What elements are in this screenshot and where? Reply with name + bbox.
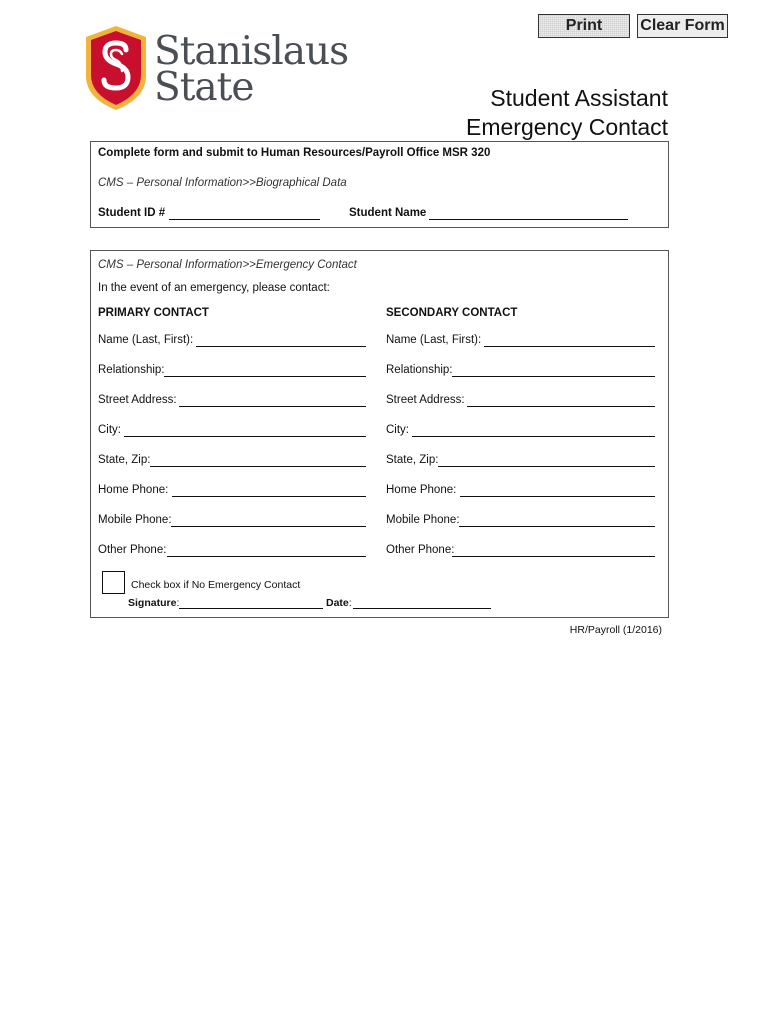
secondary-state-zip-label: State, Zip:	[386, 454, 439, 466]
student-name-field[interactable]	[429, 219, 628, 220]
biographical-data-path: CMS – Personal Information>>Biographical Data	[98, 177, 347, 189]
primary-street-field[interactable]	[179, 406, 366, 407]
shield-icon	[84, 24, 148, 112]
primary-other-phone-label: Other Phone:	[98, 544, 167, 556]
submission-instruction: Complete form and submit to Human Resources/Payroll Office MSR 320	[98, 147, 491, 159]
primary-relationship-field[interactable]	[164, 376, 366, 377]
student-name-label: Student Name	[349, 207, 427, 219]
secondary-street-field[interactable]	[467, 406, 655, 407]
primary-name-label: Name (Last, First):	[98, 334, 194, 346]
no-emergency-contact-label: Check box if No Emergency Contact	[131, 579, 301, 591]
primary-mobile-phone-label: Mobile Phone:	[98, 514, 172, 526]
student-id-field[interactable]	[169, 219, 320, 220]
primary-state-zip-field[interactable]	[150, 466, 366, 467]
no-emergency-contact-checkbox[interactable]	[102, 571, 125, 594]
primary-home-phone-label: Home Phone:	[98, 484, 169, 496]
primary-state-zip-label: State, Zip:	[98, 454, 151, 466]
secondary-name-label: Name (Last, First):	[386, 334, 482, 346]
secondary-contact-heading: SECONDARY CONTACT	[386, 307, 518, 319]
title-line-2: Emergency Contact	[466, 114, 668, 140]
secondary-city-field[interactable]	[412, 436, 655, 437]
secondary-other-phone-field[interactable]	[452, 556, 655, 557]
emergency-contact-path: CMS – Personal Information>>Emergency Contact	[98, 259, 357, 271]
secondary-state-zip-field[interactable]	[438, 466, 655, 467]
primary-street-label: Street Address:	[98, 394, 177, 406]
signature-label	[128, 597, 179, 609]
secondary-mobile-phone-label: Mobile Phone:	[386, 514, 460, 526]
primary-city-label: City:	[98, 424, 121, 436]
date-field[interactable]	[353, 608, 491, 609]
signature-field[interactable]	[179, 608, 323, 609]
date-label	[326, 597, 352, 609]
emergency-contact-section	[90, 250, 669, 618]
date-colon: :	[348, 597, 352, 609]
page-title	[466, 84, 668, 142]
emergency-intro: In the event of an emergency, please contact:	[98, 282, 330, 294]
secondary-name-field[interactable]	[484, 346, 655, 347]
primary-name-field[interactable]	[196, 346, 366, 347]
secondary-relationship-label: Relationship:	[386, 364, 453, 376]
primary-city-field[interactable]	[124, 436, 366, 437]
primary-home-phone-field[interactable]	[172, 496, 366, 497]
primary-relationship-label: Relationship:	[98, 364, 165, 376]
secondary-other-phone-label: Other Phone:	[386, 544, 455, 556]
university-logo	[84, 24, 148, 117]
secondary-city-label: City:	[386, 424, 409, 436]
signature-colon: :	[176, 597, 180, 609]
secondary-home-phone-field[interactable]	[460, 496, 655, 497]
secondary-home-phone-label: Home Phone:	[386, 484, 457, 496]
primary-mobile-phone-field[interactable]	[171, 526, 366, 527]
title-line-1: Student Assistant	[490, 85, 668, 111]
secondary-relationship-field[interactable]	[452, 376, 655, 377]
wordmark-line-1: Stanislaus	[154, 29, 349, 74]
wordmark-line-2: State	[154, 65, 254, 110]
primary-other-phone-field[interactable]	[167, 556, 366, 557]
student-id-label: Student ID #	[98, 207, 166, 219]
primary-contact-heading: PRIMARY CONTACT	[98, 307, 209, 319]
date-label-text: Date	[326, 597, 349, 609]
signature-label-text: Signature	[128, 597, 177, 609]
print-button[interactable]: Print	[538, 14, 630, 38]
secondary-mobile-phone-field[interactable]	[459, 526, 655, 527]
form-code: HR/Payroll (1/2016)	[569, 624, 662, 636]
secondary-street-label: Street Address:	[386, 394, 465, 406]
university-wordmark	[154, 29, 349, 110]
clear-form-button[interactable]: Clear Form	[637, 14, 728, 38]
